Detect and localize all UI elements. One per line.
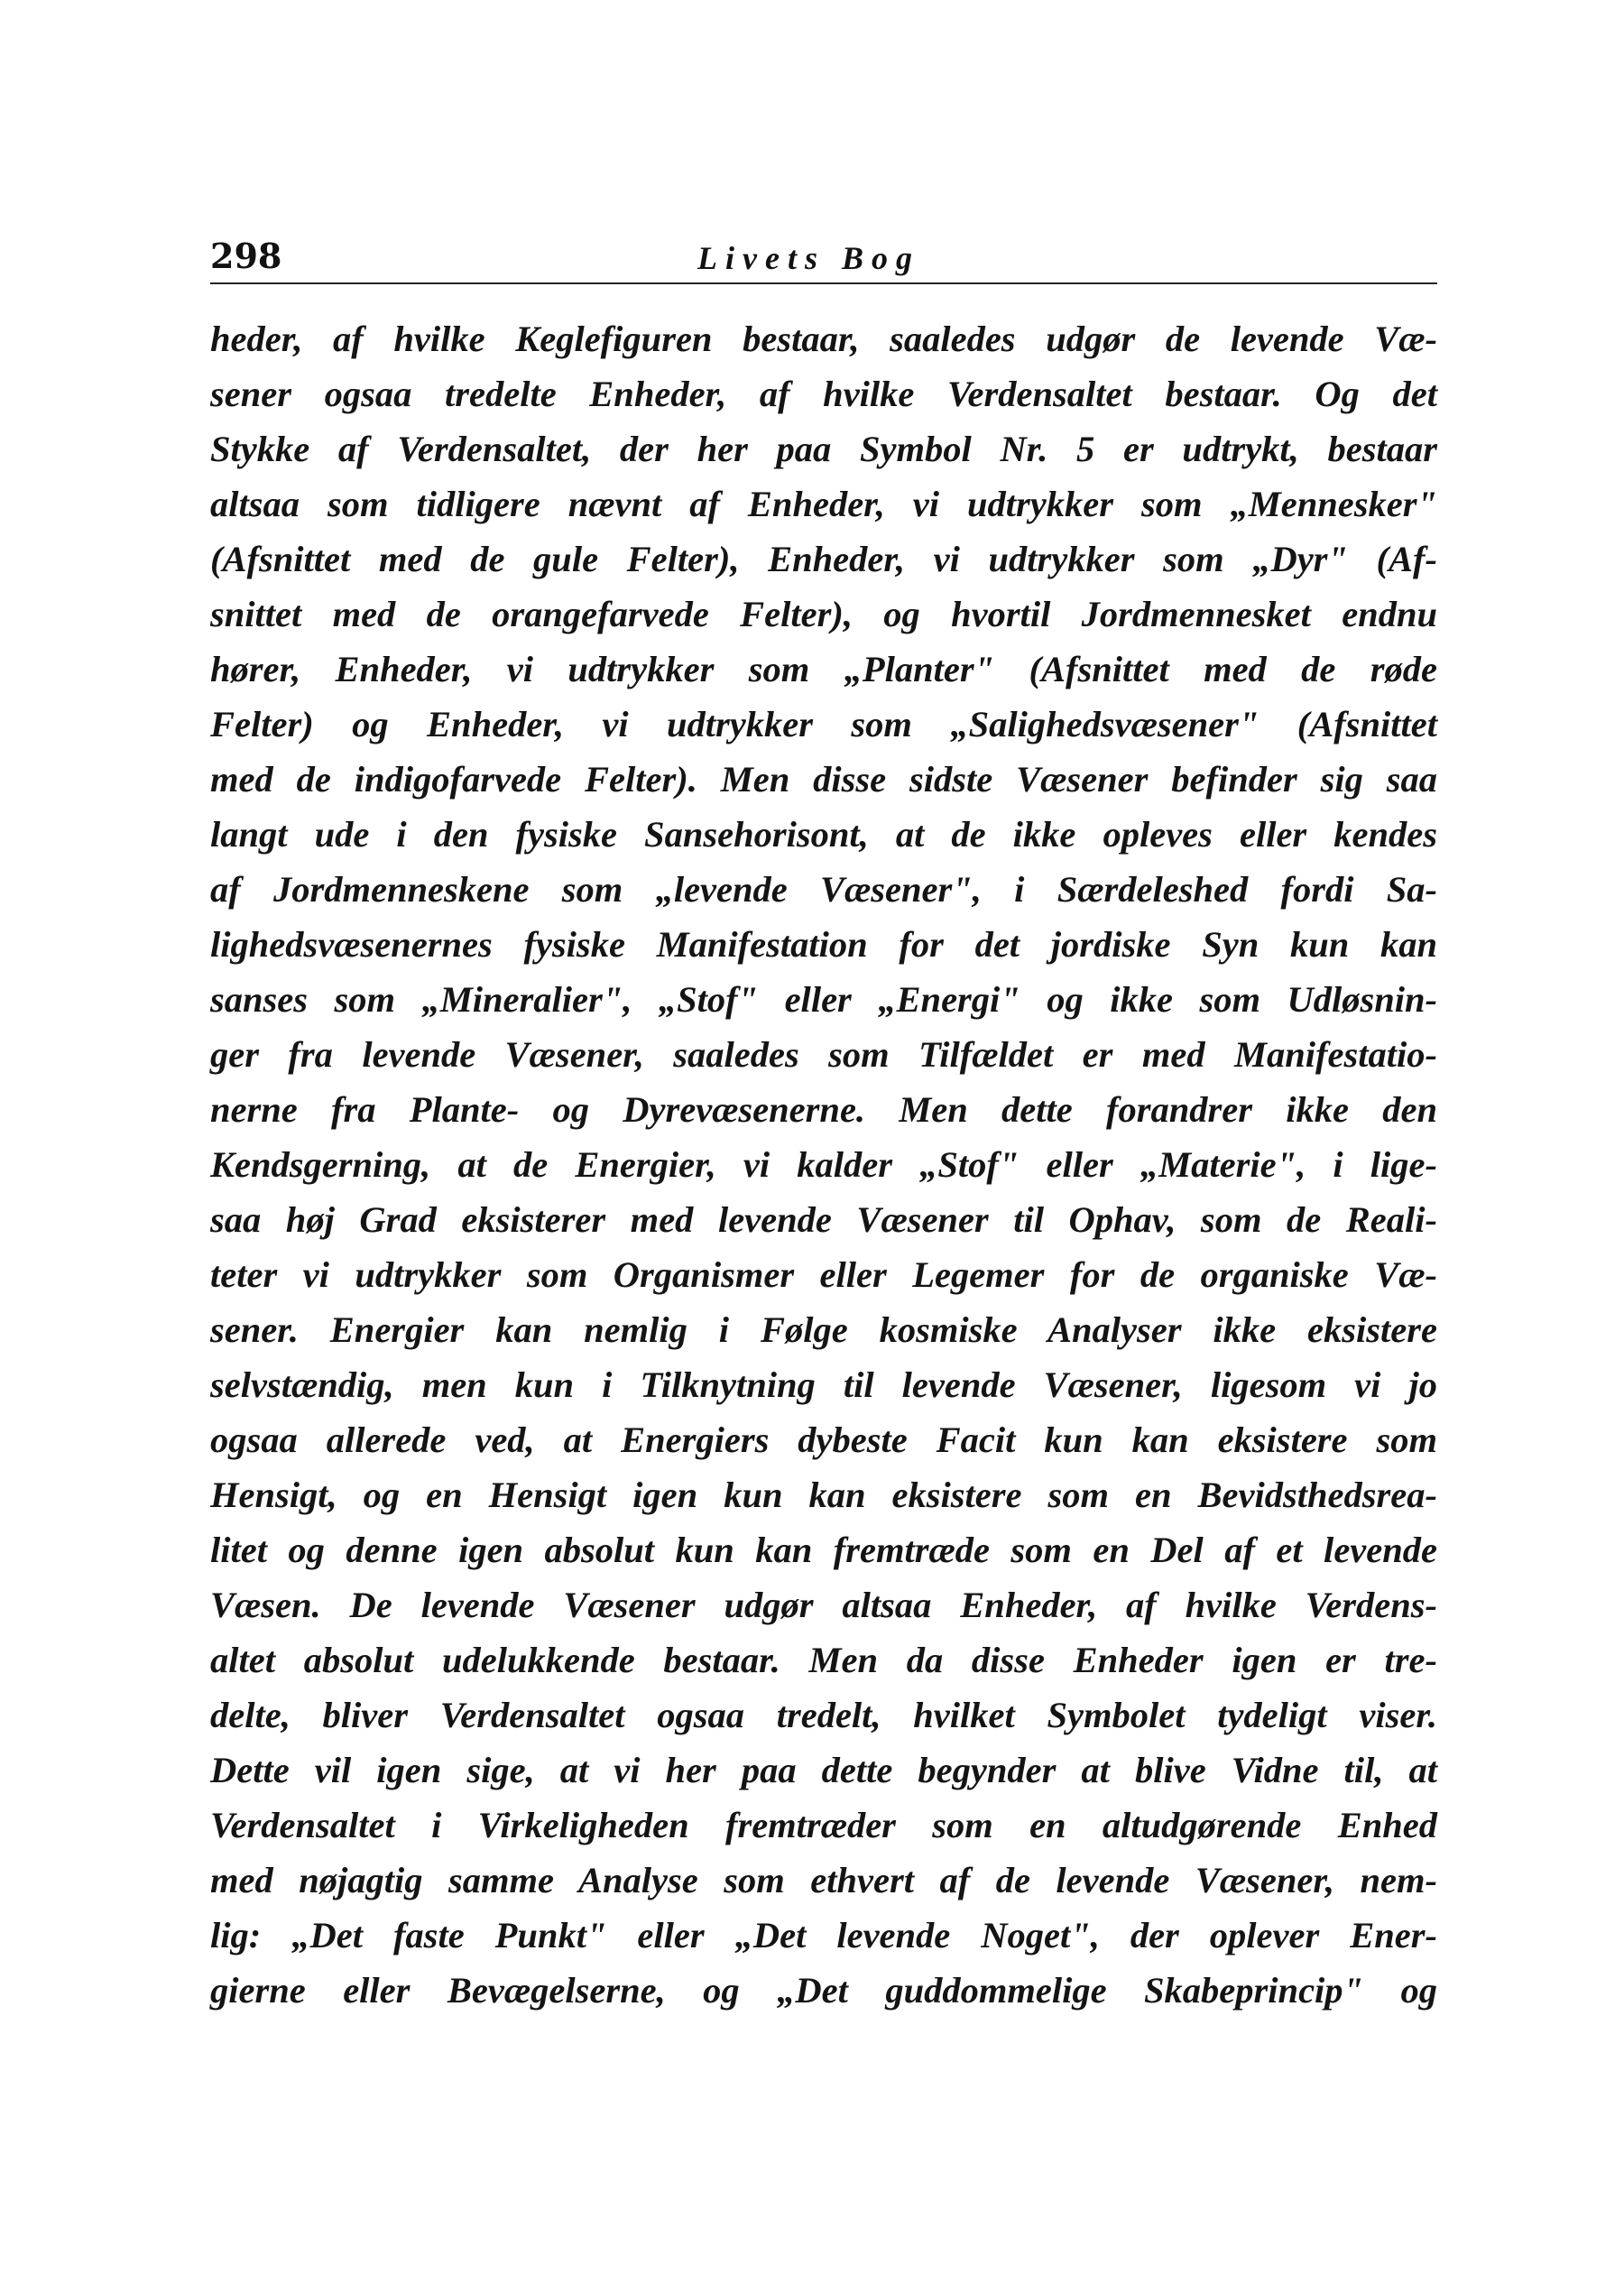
text-line: med nøjagtig samme Analyse som ethvert af de levende Væsener, nem- — [210, 1860, 1437, 1900]
text-line: Verdensaltet i Virkeligheden fremtræder som en altudgørende Enhed — [210, 1805, 1437, 1845]
text-line: Felter) og Enheder, vi udtrykker som „Salighedsvæsener" (Afsnittet — [210, 704, 1437, 744]
page-number: 298 — [210, 236, 282, 276]
running-title: Livets Bog — [697, 240, 920, 276]
text-line: langt ude i den fysiske Sansehorisont, at de ikke opleves eller kendes — [210, 814, 1437, 855]
body-text — [210, 311, 1437, 2018]
text-line: (Afsnittet med de gule Felter), Enheder, vi udtrykker som „Dyr" (Af- — [210, 539, 1437, 579]
running-header — [210, 230, 1437, 288]
text-line: sanses som „Mineralier", „Stof" eller „Energi" og ikke som Udløsnin- — [210, 979, 1437, 1020]
text-line: heder, af hvilke Keglefiguren bestaar, saaledes udgør de levende Væ- — [210, 319, 1437, 359]
text-line: gierne eller Bevægelserne, og „Det guddommelige Skabeprincip" og — [210, 1970, 1437, 2011]
text-line: Dette vil igen sige, at vi her paa dette begynder at blive Vidne til, at — [210, 1750, 1437, 1790]
text-line: altsaa som tidligere nævnt af Enheder, vi udtrykker som „Mennesker" — [210, 484, 1437, 524]
text-line: Kendsgerning, at de Energier, vi kalder „Stof" eller „Materie", i lige- — [210, 1144, 1437, 1185]
header-rule — [210, 282, 1437, 284]
text-line: hører, Enheder, vi udtrykker som „Planter" (Afsnittet med de røde — [210, 649, 1437, 689]
text-line: nerne fra Plante- og Dyrevæsenerne. Men dette forandrer ikke den — [210, 1089, 1437, 1130]
text-line: delte, bliver Verdensaltet ogsaa tredelt, hvilket Symbolet tydeligt viser. — [210, 1695, 1437, 1735]
text-line: ger fra levende Væsener, saaledes som Tilfældet er med Manifestatio- — [210, 1034, 1437, 1075]
text-line: Væsen. De levende Væsener udgør altsaa Enheder, af hvilke Verdens- — [210, 1585, 1437, 1625]
text-line: ogsaa allerede ved, at Energiers dybeste Facit kun kan eksistere som — [210, 1419, 1437, 1460]
text-line: Stykke af Verdensaltet, der her paa Symbol Nr. 5 er udtrykt, bestaar — [210, 429, 1437, 469]
text-line: saa høj Grad eksisterer med levende Væsener til Ophav, som de Reali- — [210, 1199, 1437, 1240]
text-line: med de indigofarvede Felter). Men disse sidste Væsener befinder sig saa — [210, 759, 1437, 800]
text-line: selvstændig, men kun i Tilknytning til levende Væsener, ligesom vi jo — [210, 1364, 1437, 1405]
text-line: litet og denne igen absolut kun kan fremtræde som en Del af et levende — [210, 1530, 1437, 1570]
text-line: lig: „Det faste Punkt" eller „Det levende Noget", der oplever Ener- — [210, 1915, 1437, 1956]
text-line: sener. Energier kan nemlig i Følge kosmiske Analyser ikke eksistere — [210, 1309, 1437, 1350]
text-line: lighedsvæsenernes fysiske Manifestation for det jordiske Syn kun kan — [210, 924, 1437, 965]
text-line: Hensigt, og en Hensigt igen kun kan eksistere som en Bevidsthedsrea- — [210, 1475, 1437, 1515]
text-line: af Jordmenneskene som „levende Væsener", i Særdeleshed fordi Sa- — [210, 869, 1437, 910]
text-line: snittet med de orangefarvede Felter), og hvortil Jordmennesket endnu — [210, 594, 1437, 634]
text-line: sener ogsaa tredelte Enheder, af hvilke Verdensaltet bestaar. Og det — [210, 374, 1437, 414]
text-line: altet absolut udelukkende bestaar. Men da disse Enheder igen er tre- — [210, 1640, 1437, 1680]
text-line: teter vi udtrykker som Organismer eller Legemer for de organiske Væ- — [210, 1254, 1437, 1295]
